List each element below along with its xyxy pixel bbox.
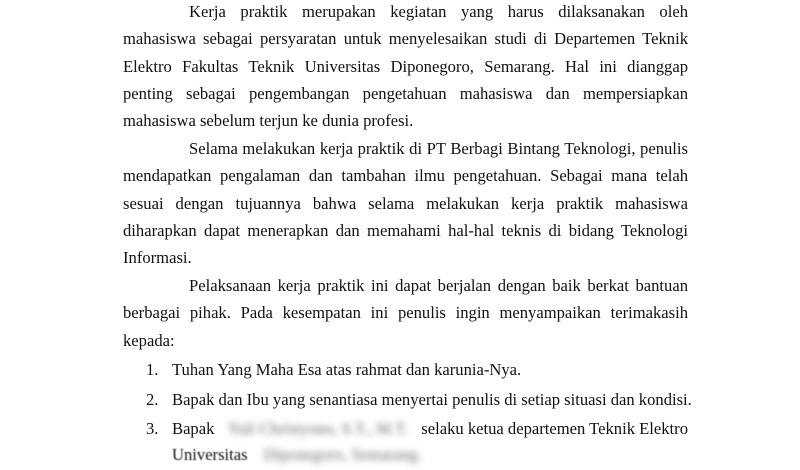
list-item bbox=[0, 385, 800, 415]
list-item bbox=[0, 414, 800, 464]
list-number: 2. bbox=[146, 389, 159, 409]
paragraph-experience: Selama melakukan kerja praktik di PT Berbagi Bintang Teknologi, penulis mendapatkan pengalaman dan tambahan ilmu pengetahuan. Sebagai mana telah sesuai dengan tujuannya bahwa selama melakukan kerja praktik mahasiswa diharapkan dapat menerapkan dan memahami hal-hal teknis di bidang Teknologi Informasi. bbox=[123, 139, 688, 268]
list-item bbox=[0, 355, 800, 385]
list-item-continuation bbox=[172, 440, 428, 470]
role-description: selaku ketua departemen Teknik Elektro bbox=[421, 419, 688, 438]
redacted-continuation: Diponegoro, Semarang. bbox=[263, 445, 422, 464]
continuation-text: Universitas bbox=[172, 445, 248, 464]
list-item-text: Bapak dan Ibu yang senantiasa menyertai penulis di setiap situasi dan kondisi. bbox=[172, 389, 692, 409]
paragraph-intro: Kerja praktik merupakan kegiatan yang harus dilaksanakan oleh mahasiswa sebagai persyaratan untuk menyelesaikan studi di Departemen Teknik Elektro Fakultas Teknik Universitas Diponegoro, Semarang. Hal ini dianggap penting sebagai pengembangan pengetahuan mahasiswa dan mempersiapkan mahasiswa sebelum terjun ke dunia profesi. bbox=[123, 2, 688, 131]
list-number: 3. bbox=[146, 419, 159, 438]
acknowledgement-list bbox=[0, 355, 800, 464]
list-number: 1. bbox=[146, 360, 159, 379]
honorific-prefix: Bapak bbox=[172, 419, 215, 438]
paragraph-thanks: Pelaksanaan kerja praktik ini dapat berjalan dengan baik berkat bantuan berbagai pihak. Pada kesempatan ini penulis ingin menyampaikan terimakasih kepada: bbox=[123, 276, 688, 350]
list-item-text: Tuhan Yang Maha Esa atas rahmat dan karunia-Nya. bbox=[172, 360, 522, 379]
redacted-name: Yuli Christyono, S.T., M.T. bbox=[227, 419, 409, 438]
